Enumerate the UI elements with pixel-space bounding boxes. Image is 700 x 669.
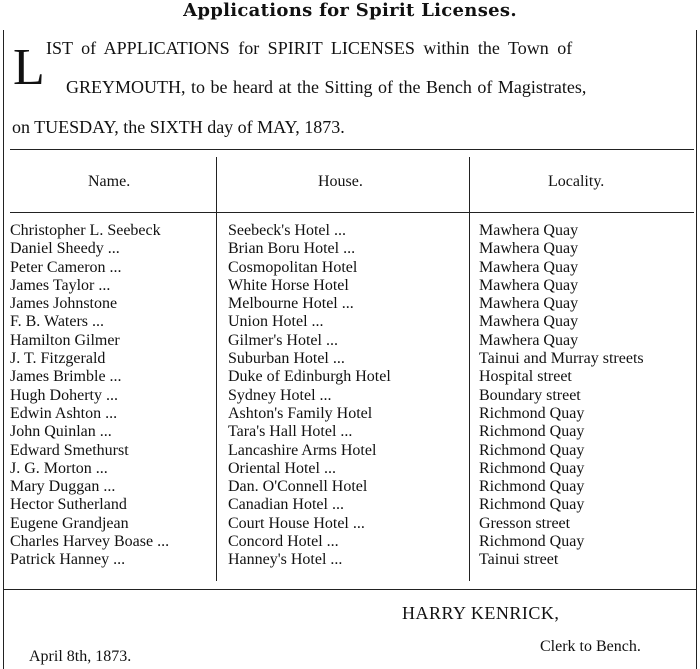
row-name: Hector Sutherland [10, 496, 127, 514]
table-header-rule [10, 212, 694, 213]
row-locality: Hospital street [479, 368, 572, 386]
row-house: Lancashire Arms Hotel [228, 441, 377, 459]
row-locality: Mawhera Quay [479, 313, 579, 331]
row-name: Daniel Sheedy ... [10, 240, 120, 258]
row-house: Melbourne Hotel ... [228, 295, 354, 313]
table-row [0, 515, 700, 533]
row-name: J. G. Morton ... [10, 459, 108, 477]
table-row [0, 478, 700, 496]
row-house: Seebeck's Hotel ... [228, 222, 346, 239]
header-house: House. [318, 173, 363, 190]
drop-cap: L [13, 39, 45, 96]
row-house: Tara's Hall Hotel ... [228, 423, 353, 441]
row-locality: Mawhera Quay [479, 276, 579, 294]
row-house: Suburban Hotel ... [228, 350, 345, 368]
row-locality: Mawhera Quay [479, 240, 579, 258]
table-row [0, 551, 700, 569]
row-locality: Gresson street [479, 514, 571, 532]
header-locality: Locality. [548, 173, 605, 190]
row-name: Edwin Ashton ... [10, 404, 118, 422]
row-locality: Richmond Quay [479, 423, 585, 441]
row-locality: Mawhera Quay [479, 295, 579, 313]
row-house: Gilmer's Hotel ... [228, 331, 338, 349]
intro-line-2: GREYMOUTH, to be heard at the Sitting of the Bench of Magistrates, [66, 77, 587, 97]
row-name: Charles Harvey Boase ... [10, 533, 170, 551]
row-name: Hugh Doherty ... [10, 386, 118, 404]
row-house: Ashton's Family Hotel [228, 404, 373, 422]
table-row [0, 277, 700, 295]
row-house: Concord Hotel ... [228, 533, 339, 551]
row-locality: Mawhera Quay [479, 258, 579, 276]
signatory-name: HARRY KENRICK, [402, 603, 560, 623]
row-name: Christopher L. Seebeck [10, 222, 161, 239]
row-house: Hanney's Hotel ... [228, 551, 343, 569]
table-row [0, 259, 700, 277]
row-locality: Mawhera Quay [479, 331, 579, 349]
table-row [0, 332, 700, 350]
row-name: Mary Duggan ... [10, 478, 116, 496]
row-name: Edward Smethurst [10, 441, 129, 459]
row-locality: Boundary street [479, 386, 581, 404]
row-locality: Richmond Quay [479, 404, 585, 422]
row-house: Duke of Edinburgh Hotel [228, 368, 391, 386]
row-name: John Quinlan ... [10, 423, 112, 441]
row-name: James Brimble ... [10, 368, 122, 386]
row-house: White Horse Hotel [228, 276, 349, 294]
table-top-rule [10, 149, 694, 150]
row-name: Peter Cameron ... [10, 258, 122, 276]
row-name: F. B. Waters ... [10, 313, 105, 331]
table-row [0, 313, 700, 331]
row-locality: Richmond Quay [479, 441, 585, 459]
row-house: Brian Boru Hotel ... [228, 240, 356, 258]
row-locality: Richmond Quay [479, 533, 585, 551]
row-house: Union Hotel ... [228, 313, 324, 331]
table-row [0, 423, 700, 441]
row-locality: Tainui and Murray streets [479, 350, 644, 368]
row-house: Canadian Hotel ... [228, 496, 344, 514]
row-locality: Richmond Quay [479, 478, 585, 496]
row-name: Eugene Grandjean [10, 514, 129, 532]
table-row [0, 496, 700, 514]
row-locality: Richmond Quay [479, 459, 585, 477]
row-house: Oriental Hotel ... [228, 459, 336, 477]
table-row [0, 368, 700, 386]
table-bottom-rule [3, 589, 697, 590]
table-row [0, 222, 700, 240]
header-name: Name. [88, 173, 131, 190]
row-house: Sydney Hotel ... [228, 386, 332, 404]
row-name: James Johnstone [10, 295, 118, 313]
table-row [0, 533, 700, 551]
table-row [0, 240, 700, 258]
row-house: Court House Hotel ... [228, 514, 365, 532]
table-body [0, 222, 700, 570]
intro-line-3: on TUESDAY, the SIXTH day of MAY, 1873. [12, 117, 345, 137]
row-locality: Mawhera Quay [479, 222, 579, 239]
row-name: Hamilton Gilmer [10, 331, 120, 349]
table-row [0, 350, 700, 368]
table-row [0, 405, 700, 423]
intro-line-1: IST of APPLICATIONS for SPIRIT LICENSES within the Town of [46, 38, 573, 58]
row-name: Patrick Hanney ... [10, 551, 126, 569]
row-name: James Taylor ... [10, 276, 111, 294]
row-locality: Richmond Quay [479, 496, 585, 514]
notice-date: April 8th, 1873. [29, 648, 132, 665]
notice-title: Applications for Spirit Licenses. [183, 0, 517, 21]
table-row [0, 460, 700, 478]
table-row [0, 387, 700, 405]
row-house: Cosmopolitan Hotel [228, 258, 358, 276]
table-row [0, 295, 700, 313]
table-row [0, 442, 700, 460]
row-locality: Tainui street [479, 551, 559, 569]
signatory-title: Clerk to Bench. [540, 638, 641, 655]
row-name: J. T. Fitzgerald [10, 350, 106, 368]
row-house: Dan. O'Connell Hotel [228, 478, 368, 496]
